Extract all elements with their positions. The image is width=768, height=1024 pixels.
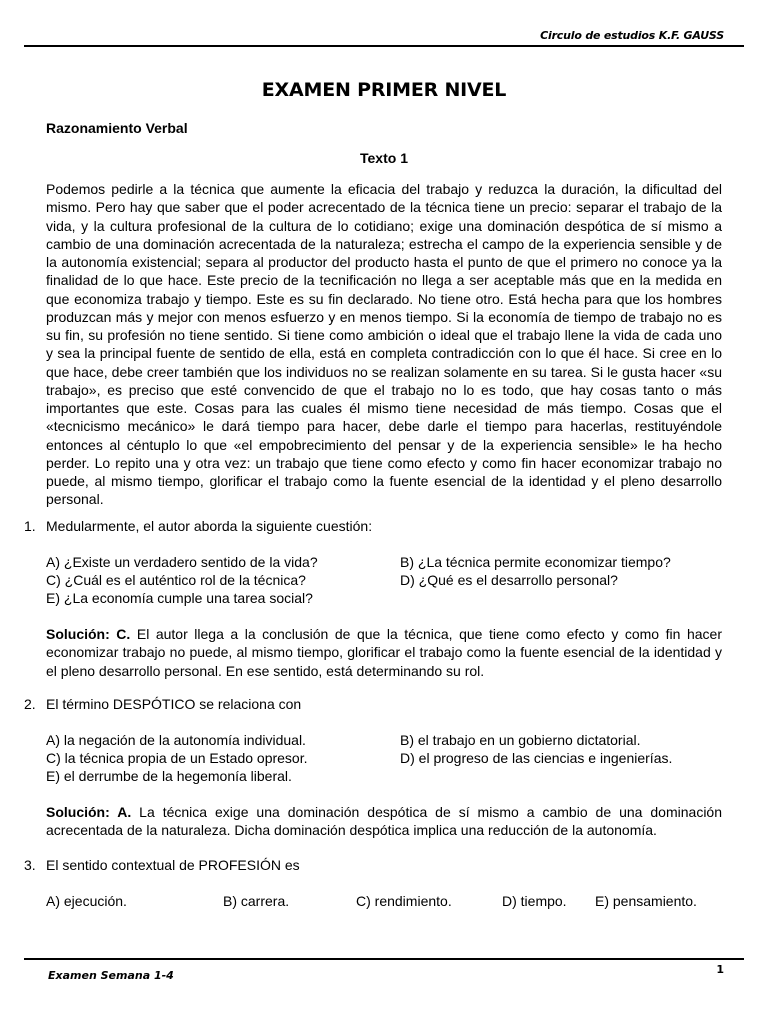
solution-text: La técnica exige una dominación despótica de sí mismo a cambio de una dominación acrecentada de la naturaleza. Dicha dominación despótica implica una reducción de la autonomía. (46, 804, 722, 839)
question-prompt: El sentido contextual de PROFESIÓN es (46, 857, 300, 873)
footer-rule (24, 958, 744, 960)
question-1 (24, 517, 372, 535)
q3-option-b: B) carrera. (223, 893, 290, 909)
q3-option-d: D) tiempo. (502, 893, 567, 909)
q2-option-c: C) la técnica propia de un Estado opresor. (46, 750, 308, 766)
header-title: Circulo de estudios K.F. GAUSS (540, 29, 724, 42)
footer-title: Examen Semana 1-4 (48, 969, 174, 982)
question-number: 2. (24, 696, 36, 712)
question-2 (24, 695, 301, 713)
solution-text: El autor llega a la conclusión de que la técnica, que tiene como efecto y como fin hacer economizar trabajo no puede, al mismo tiempo, glorificar el trabajo como la fuente esencial de la identidad y el pleno desarrollo personal. En ese sentido, está determinando su rol. (46, 626, 722, 679)
q2-option-d: D) el progreso de las ciencias e ingenierías. (400, 750, 673, 766)
q1-solution (46, 625, 722, 680)
question-3 (24, 856, 300, 874)
q2-option-b: B) el trabajo en un gobierno dictatorial. (400, 732, 641, 748)
question-prompt: Medularmente, el autor aborda la siguiente cuestión: (46, 518, 373, 534)
question-number: 1. (24, 518, 36, 534)
q2-solution (46, 803, 722, 840)
section-heading: Razonamiento Verbal (46, 120, 188, 136)
page-number: 1 (716, 963, 724, 976)
question-number: 3. (24, 857, 36, 873)
q3-option-e: E) pensamiento. (595, 893, 697, 909)
q1-option-c: C) ¿Cuál es el auténtico rol de la técnica? (46, 572, 306, 588)
text-title: Texto 1 (360, 150, 408, 166)
q3-option-c: C) rendimiento. (356, 893, 452, 909)
question-prompt: El término DESPÓTICO se relaciona con (46, 696, 302, 712)
q1-option-d: D) ¿Qué es el desarrollo personal? (400, 572, 618, 588)
q2-option-a: A) la negación de la autonomía individual. (46, 732, 306, 748)
q1-option-a: A) ¿Existe un verdadero sentido de la vida? (46, 554, 318, 570)
q3-option-a: A) ejecución. (46, 893, 127, 909)
solution-label: Solución: A. (46, 804, 132, 820)
q1-option-e: E) ¿La economía cumple una tarea social? (46, 590, 313, 606)
solution-label: Solución: C. (46, 626, 131, 642)
passage: Podemos pedirle a la técnica que aumente la eficacia del trabajo y reduzca la duración, la dificultad del mismo. Pero hay que saber que el poder acrecentado de la técnica tiene un precio: separar el trabajo de la vida, y la cultura profesional de la cultura de lo cotidiano; exige una dominación despótica de sí mismo a cambio de una dominación acrecentada de la naturaleza; estrecha el campo de la experiencia sensible y de la autonomía existencial; separa al productor del producto hasta el punto de que el primero no conoce ya la finalidad de lo que hace. Este precio de la tecnificación no llega a ser aceptable más que en la medida en que economiza trabajo y tiempo. Este es su fin declarado. No tiene otro. Está hecha para que los hombres produzcan más y mejor con menos esfuerzo y en menos tiempo. Si la economía de tiempo de trabajo no es su fin, su profesión no tiene sentido. Si tiene como ambición o ideal que el trabajo llene la vida de cada uno y sea la principal fuente de sentido de ella, está en completa contradicción con lo que él hace. Si cree en lo que hace, debe creer también que los individuos no se realizan solamente en su tarea. Si le gusta hacer «su trabajo», es preciso que esté convencido de que el trabajo no lo es todo, que hay cosas tanto o más importantes que este. Cosas para las cuales él mismo tiene necesidad de más tiempo. Cosas que el «tecnicismo mecánico» le dará tiempo para hacer, debe darle el tiempo para hacerlas, restituyéndole entonces al céntuplo lo que «el empobrecimiento del pensar y de la experiencia sensible» le ha hecho perder. Lo repito una y otra vez: un trabajo que tiene como efecto y como fin hacer economizar trabajo no puede, al mismo tiempo, glorificar el trabajo como la fuente esencial de la identidad y el pleno desarrollo personal. (46, 181, 722, 508)
q2-option-e: E) el derrumbe de la hegemonía liberal. (46, 768, 292, 784)
q1-option-b: B) ¿La técnica permite economizar tiempo? (400, 554, 671, 570)
header-rule (24, 45, 744, 47)
exam-title: EXAMEN PRIMER NIVEL (261, 79, 507, 101)
